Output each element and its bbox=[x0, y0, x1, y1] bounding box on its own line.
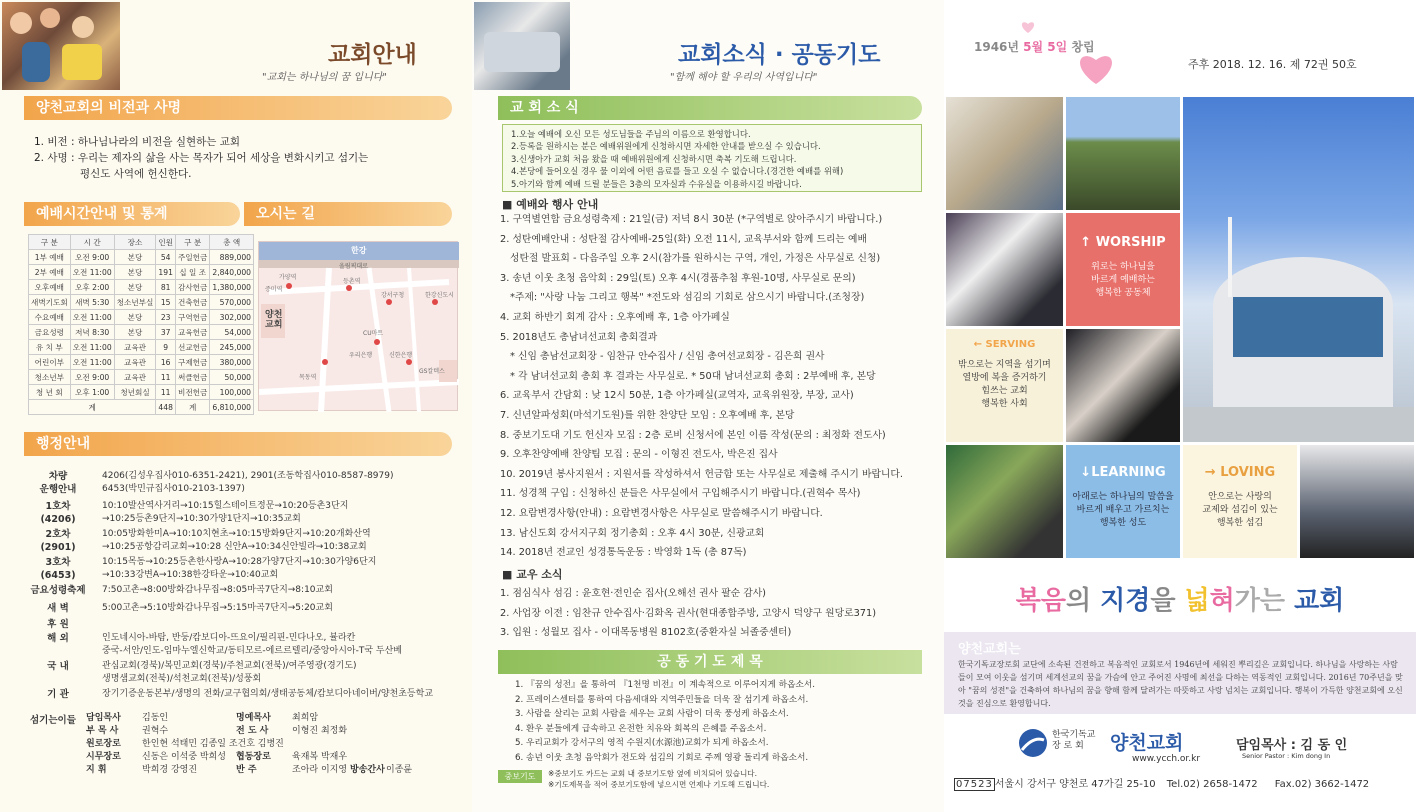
table-row bbox=[29, 250, 254, 265]
map-river-label: 한강 bbox=[351, 246, 367, 255]
table-cell: 청 년 회 bbox=[29, 385, 71, 400]
admin-label: 금요성령축제 bbox=[30, 585, 86, 596]
vision-line-3: 평신도 사역에 헌신한다. bbox=[80, 168, 192, 180]
table-cell: 계 bbox=[176, 400, 210, 415]
table-cell: 11 bbox=[156, 385, 176, 400]
event-item: 3. 송년 이웃 초청 음악회 : 29일(토) 오후 4시(경품추첨 후원-10명, 사무실로 문의) bbox=[500, 272, 856, 284]
panel1-header bbox=[0, 0, 472, 92]
table-cell: 245,000 bbox=[210, 340, 254, 355]
table-header-cell: 구 분 bbox=[176, 235, 210, 250]
event-item: 6. 교육부서 간담회 : 낮 12시 50분, 1층 아가페실(교역자, 교육위원장, 부장, 교사) bbox=[500, 390, 854, 402]
table-cell: 23 bbox=[156, 310, 176, 325]
table-cell: 6,810,000 bbox=[210, 400, 254, 415]
map-label: CU마트 bbox=[363, 330, 384, 337]
server-names: 조아라 이지영 bbox=[292, 765, 348, 775]
event-item: 7. 신년알파성회(마석기도원)를 위한 찬양단 모임 : 오후예배 후, 본당 bbox=[500, 410, 795, 421]
server-names: 김동인 bbox=[142, 713, 169, 723]
event-item: *주제: "사랑 나눔 그리고 행복" *전도와 섬김의 기회로 삼으시기 바랍니다.(조청장) bbox=[510, 292, 865, 304]
table-cell: 1,380,000 bbox=[210, 280, 254, 295]
table-cell: 9 bbox=[156, 340, 176, 355]
greeting-item: 1.오늘 예배에 오신 모든 성도님들을 주님의 이름으로 환영합니다. bbox=[511, 129, 751, 139]
photo-hiking-group bbox=[1066, 97, 1180, 210]
fax-number: Fax.02) 3662-1472 bbox=[1274, 779, 1370, 790]
intercession-note: ※기도제목을 적어 중보기도함에 넣으시면 언제나 기도해 드립니다. bbox=[548, 780, 770, 789]
map-church-label: 양천교회 bbox=[265, 310, 283, 330]
table-row bbox=[29, 295, 254, 310]
table-cell: 본당 bbox=[114, 325, 156, 340]
issue-info: 주후 2018. 12. 16. 제 72권 50호 bbox=[1188, 58, 1357, 71]
table-cell: 선교헌금 bbox=[176, 340, 210, 355]
page-title: 교회소식 · 공동기도 bbox=[678, 42, 881, 68]
photo-baptism bbox=[1066, 329, 1180, 442]
panel-church-info bbox=[0, 0, 472, 812]
map-label: 등촌역 bbox=[343, 278, 361, 285]
table-cell: 380,000 bbox=[210, 355, 254, 370]
table-cell: 오후예배 bbox=[29, 280, 71, 295]
table-cell: 구제헌금 bbox=[176, 355, 210, 370]
map-label: 우리은행 bbox=[349, 352, 373, 359]
table-header-cell: 구 분 bbox=[29, 235, 71, 250]
member-news-item: 2. 사업장 이전 : 임찬규 안수집사·김화옥 권사(현대종합주방, 고양시 덕양구 원당로371) bbox=[500, 607, 877, 619]
event-item: * 각 남녀선교회 총회 후 결과는 사무실로. * 50대 남녀선교회 총회 : 2부예배 후, 본당 bbox=[510, 370, 876, 382]
server-role: 반 주 bbox=[236, 765, 257, 775]
server-role: 협동장로 bbox=[236, 752, 271, 762]
slogan-part: 교회 bbox=[1294, 586, 1345, 616]
table-cell: 오전 9:00 bbox=[70, 370, 114, 385]
table-cell: 비전헌금 bbox=[176, 385, 210, 400]
prayer-item: 6. 송년 이웃 초청 음악회가 전도와 섬김의 기회로 주께 영광 돌리게 하옵소서. bbox=[515, 753, 809, 763]
admin-value: 4206(김성우집사010-6351-2421), 2901(조동학집사010-8587-8979) 6453(박민규집사010-2103-1397) bbox=[102, 471, 394, 494]
table-cell: 본당 bbox=[114, 280, 156, 295]
intro-box bbox=[944, 632, 1416, 714]
vision-line-1: 1. 비전 : 하나님나라의 비전을 실현하는 교회 bbox=[34, 136, 241, 148]
table-cell: 십 일 조 bbox=[176, 265, 210, 280]
table-cell: 청소년부 bbox=[29, 370, 71, 385]
table-cell: 오후 2:00 bbox=[70, 280, 114, 295]
pastor-name-en: Senior Pastor : Kim dong In bbox=[1242, 752, 1331, 760]
table-cell: 새벽기도회 bbox=[29, 295, 71, 310]
table-row bbox=[29, 280, 254, 295]
table-cell: 오전 11:00 bbox=[70, 265, 114, 280]
table-cell: 금요성령 bbox=[29, 325, 71, 340]
server-names: 한인현 석태민 김종일 조건호 김병진 bbox=[142, 739, 284, 749]
admin-label: 기 관 bbox=[47, 689, 69, 700]
slogan-part: 넓 bbox=[1184, 586, 1210, 616]
denomination bbox=[1052, 730, 1095, 752]
map-road-label: 올림픽대로 bbox=[339, 263, 368, 270]
server-role: 지 휘 bbox=[86, 765, 107, 775]
map-label: 가양역 bbox=[279, 274, 297, 281]
events-heading: ■ 예배와 행사 안내 bbox=[502, 198, 599, 211]
table-cell: 교육관 bbox=[114, 355, 156, 370]
worship-heading: 예배시간안내 및 통계 bbox=[24, 202, 240, 226]
greeting-item: 3.신생아가 교회 처음 왔을 때 예배위원에게 신청하시면 축복 기도해 드립니다. bbox=[511, 153, 797, 164]
slogan-part: 혀 bbox=[1209, 586, 1235, 616]
table-cell: 302,000 bbox=[210, 310, 254, 325]
table-row bbox=[29, 370, 254, 385]
table-cell: 오전 9:00 bbox=[70, 250, 114, 265]
serving-box bbox=[946, 329, 1063, 442]
serving-text: 밖으로는 지역을 섬기며 열방에 복을 증거하기 힘쓰는 교회 행복한 사회 bbox=[958, 360, 1051, 409]
event-item: 1. 구역별연합 금요성령축제 : 21일(금) 저녁 8시 30분 (*구역별로 앉아주시기 바랍니다.) bbox=[500, 214, 883, 225]
intro-text: 한국기독교장로회 교단에 소속된 건전하고 복음적인 교회로서 1946년에 세워진 뿌리깊은 교회입니다. 하나님을 사랑하는 사람들이 모여 이웃을 섬기며 세계선교의 꿈을 가슴에 안고 주어진 사명에 최선을 다하는 역동적인 교회입니다. 2016년 70주년을 맞아 "꿈의 성전"을 건축하여 하나님의 꿈을 향해 함께 달려가는 따뜻하고 사랑 넘치는 교회입니다. 행복이 가득한 양천교회에 오신 것을 진심으로 환영합니다. bbox=[958, 660, 1403, 708]
table-row bbox=[29, 355, 254, 370]
table-cell: 54,000 bbox=[210, 325, 254, 340]
table-header-cell: 인원 bbox=[156, 235, 176, 250]
table-cell: 교육관 bbox=[114, 340, 156, 355]
table-cell: 889,000 bbox=[210, 250, 254, 265]
server-role: 시무장로 bbox=[86, 752, 121, 762]
worship-stats-table bbox=[28, 234, 254, 415]
servers-label: 섬기는이들 bbox=[30, 715, 76, 726]
slogan-part: 가는 bbox=[1234, 586, 1295, 616]
event-item: 4. 교회 하반기 회계 감사 : 오후예배 후, 1층 아가페실 bbox=[500, 312, 730, 323]
panel-cover bbox=[944, 0, 1416, 812]
member-news-item: 3. 입원 : 성월모 집사 - 이대목동병원 8102호(중환자실 뇌졸중센터) bbox=[500, 627, 792, 638]
table-row bbox=[29, 310, 254, 325]
learning-text: 아래로는 하나님의 말씀을 바르게 배우고 가르치는 행복한 성도 bbox=[1072, 492, 1174, 528]
heart-icon bbox=[1076, 50, 1116, 86]
worship-title: ↑ WORSHIP bbox=[1080, 235, 1166, 250]
vision-heading: 양천교회의 비전과 사명 bbox=[24, 96, 452, 120]
table-cell: 새벽 5:30 bbox=[70, 295, 114, 310]
event-item: 12. 요람변경사항(안내) : 요람변경사항은 사무실로 말씀해주시기 바랍니다. bbox=[500, 508, 823, 519]
loving-box bbox=[1183, 445, 1297, 558]
loving-text: 안으로는 사랑의 교제와 섬김이 있는 행복한 섬김 bbox=[1202, 492, 1278, 528]
server-names: 권혁수 bbox=[142, 726, 169, 736]
table-cell: 54 bbox=[156, 250, 176, 265]
table-cell: 100,000 bbox=[210, 385, 254, 400]
table-cell: 11 bbox=[156, 370, 176, 385]
admin-value: 7:50고촌→8:00방화감나무집→8:05마곡7단지→8:10교회 bbox=[102, 585, 333, 595]
event-item: 11. 성경책 구입 : 신청하신 분들은 사무실에서 구입해주시기 바랍니다.(권혁수 목사) bbox=[500, 488, 861, 500]
intercession-badge: 중보기도 bbox=[498, 770, 542, 783]
page-title: 교회안내 bbox=[328, 42, 417, 68]
server-role: 원로장로 bbox=[86, 739, 121, 749]
intercession-note: ※중보기도 카드는 교회 내 중보기도함 옆에 비치되어 있습니다. bbox=[548, 769, 758, 778]
phone-number: Tel.02) 2658-1472 bbox=[1166, 779, 1258, 790]
table-row bbox=[29, 265, 254, 280]
map-label: 증미역 bbox=[265, 286, 283, 293]
event-item: 9. 오후찬양예배 찬양팀 모집 : 문의 - 이형진 전도사, 박은진 집사 bbox=[500, 449, 778, 461]
table-cell: 50,000 bbox=[210, 370, 254, 385]
server-role: 부 목 사 bbox=[86, 726, 119, 736]
admin-label: 2호차 (2901) bbox=[40, 529, 76, 553]
founded-month: 5월 bbox=[1023, 40, 1048, 54]
server-names: 이종륜 bbox=[386, 765, 413, 775]
event-item: 5. 2018년도 총남녀선교회 총회결과 bbox=[500, 331, 658, 343]
map-label: 신한은행 bbox=[389, 352, 413, 359]
map-label: 한강신도시 bbox=[425, 292, 454, 299]
admin-value: 10:15목동→10:25등촌한사랑A→10:28가양7단지→10:30가양6단지 →10:33강변A→10:38한강타운→10:40교회 bbox=[102, 557, 377, 580]
admin-value: 10:10발산역사거리→10:15힐스테이트정문→10:20등촌3단지 →10:25등촌9단지→10:30가양1단지→10:35교회 bbox=[102, 501, 349, 524]
worship-box bbox=[1066, 213, 1180, 326]
worship-text: 위로는 하나님을 바르게 예배하는 행복한 공동체 bbox=[1091, 262, 1155, 298]
prayer-item: 4. 환우 분들에게 급속하고 온전한 치유와 회복의 은혜를 주옵소서. bbox=[515, 723, 767, 734]
photo-church-building bbox=[1183, 97, 1414, 442]
map-heading: 오시는 길 bbox=[244, 202, 452, 226]
admin-value: 인도네시아-바탐, 반둥/캄보디아-뜨요이/필리핀-민다나오, 뷸라칸 중국-서안/인도-임마누엘신학교/동티모르-에르르텔리/중앙아시아-T국 두산베 bbox=[102, 633, 402, 656]
table-cell: 2,840,000 bbox=[210, 265, 254, 280]
server-names: 최희암 bbox=[292, 713, 319, 723]
table-row bbox=[29, 340, 254, 355]
prayer-item: 2. 프레이스센터를 통하여 다음세대와 지역주민들을 더욱 잘 섬기게 하옵소서. bbox=[515, 694, 809, 705]
server-names: 육재복 박재우 bbox=[292, 752, 348, 762]
learning-box bbox=[1066, 445, 1180, 558]
greeting-box bbox=[502, 124, 922, 192]
table-cell: 청소년부실 bbox=[114, 295, 156, 310]
slogan-part: 지경 bbox=[1100, 586, 1151, 616]
map-label: 목동역 bbox=[299, 374, 317, 381]
table-cell: 감사헌금 bbox=[176, 280, 210, 295]
panel2-header bbox=[472, 0, 944, 92]
table-header-cell: 시 간 bbox=[70, 235, 114, 250]
table-cell: 오전 11:00 bbox=[70, 340, 114, 355]
server-role: 방송간사 bbox=[350, 765, 385, 775]
slogan-part: 을 bbox=[1150, 586, 1185, 616]
church-name: 양천교회 bbox=[1110, 732, 1184, 754]
table-row bbox=[29, 325, 254, 340]
vision-line-2: 2. 사명 : 우리는 제자의 삶을 사는 목자가 되어 세상을 변화시키고 섬기는 bbox=[34, 152, 369, 164]
church-website[interactable]: www.ycch.or.kr bbox=[1132, 754, 1201, 764]
table-cell: 건축헌금 bbox=[176, 295, 210, 310]
table-cell: 2부 예배 bbox=[29, 265, 71, 280]
table-cell: 본당 bbox=[114, 310, 156, 325]
admin-value: 관심교회(경북)/복민교회(경북)/주천교회(전북)/여주영광(경기도) 생명샘교회(전북)/석천교회(전북)/성풍회 bbox=[102, 661, 357, 684]
table-cell: 교육헌금 bbox=[176, 325, 210, 340]
table-cell: 570,000 bbox=[210, 295, 254, 310]
table-cell: 주일헌금 bbox=[176, 250, 210, 265]
admin-label: 해 외 bbox=[47, 633, 69, 644]
admin-label: 1호차 (4206) bbox=[40, 501, 76, 525]
photo-choir bbox=[946, 213, 1063, 326]
greeting-item: 4.본당에 들어오실 경우 물 이외에 어떤 음료를 들고 오실 수 없습니다.(경건한 예배를 위해) bbox=[511, 166, 844, 177]
admin-label: 새 벽 bbox=[47, 603, 69, 614]
map-label: 강서구청 bbox=[381, 292, 405, 299]
member-news-item: 1. 점심식사 섬김 : 윤호현·전인순 집사(오해선 권사 팔순 감사) bbox=[500, 588, 766, 599]
founded-suffix: 창립 bbox=[1067, 40, 1095, 54]
photo-classroom bbox=[946, 97, 1063, 210]
founded-year: 1946년 bbox=[974, 40, 1024, 54]
table-header-row bbox=[29, 235, 254, 250]
denomination-line: 한국기독교 bbox=[1052, 730, 1096, 740]
slogan-part: 의 bbox=[1065, 586, 1101, 616]
table-cell: 448 bbox=[156, 400, 176, 415]
table-cell: 37 bbox=[156, 325, 176, 340]
address-line bbox=[954, 775, 1369, 790]
admin-value: 장기기증운동본부/생명의 전화/교구협의회/생태공동체/캄보디아네이버/양천초등학교 bbox=[102, 689, 434, 699]
admin-value: 5:00고촌→5:10방화감나무집→5:15마곡7단지→5:20교회 bbox=[102, 603, 333, 613]
server-role: 명예목사 bbox=[236, 713, 271, 723]
table-cell: 유 치 부 bbox=[29, 340, 71, 355]
church-logo-icon bbox=[1018, 728, 1048, 758]
event-item: 13. 남신도회 강서지구회 정기총회 : 오후 4시 30분, 신광교회 bbox=[500, 527, 765, 539]
members-heading: ■ 교우 소식 bbox=[502, 568, 563, 581]
table-total-row bbox=[29, 400, 254, 415]
table-cell: 본당 bbox=[114, 265, 156, 280]
table-row bbox=[29, 385, 254, 400]
table-cell: 청년회실 bbox=[114, 385, 156, 400]
event-item: 14. 2018년 전교인 성경통독운동 : 박영화 1독 (총 87독) bbox=[500, 547, 747, 559]
prayer-item: 3. 사람을 살리는 교회 사람을 세우는 교회 사람이 더욱 풍성케 하옵소서. bbox=[515, 709, 789, 720]
table-cell: 오전 11:00 bbox=[70, 355, 114, 370]
table-header-cell: 총 액 bbox=[210, 235, 254, 250]
header-family-photo bbox=[2, 2, 120, 90]
page-motto: "함께 해야 할 우리의 사역입니다" bbox=[670, 72, 818, 83]
event-item: 10. 2019년 봉사지원서 : 지원서를 작성하셔서 헌금함 또는 사무실로 제출해 주시기 바랍니다. bbox=[500, 468, 903, 480]
event-item: 성탄절 발표회 - 다음주일 오후 2시(참가를 원하시는 구역, 개인, 가정은 사무실로 신청) bbox=[510, 253, 881, 265]
event-item: 2. 성탄예배안내 : 성탄절 감사예배-25일(화) 오전 11시, 교육부서와 함께 드리는 예배 bbox=[500, 233, 867, 245]
server-names: 이형진 최정화 bbox=[292, 726, 348, 736]
admin-label: 3호차 (6453) bbox=[40, 557, 76, 581]
learning-title: ↓LEARNING bbox=[1080, 465, 1166, 480]
page-motto: "교회는 하나님의 꿈 입니다" bbox=[262, 72, 387, 83]
table-cell: 수요예배 bbox=[29, 310, 71, 325]
table-cell: 15 bbox=[156, 295, 176, 310]
serving-title: ← SERVING bbox=[973, 339, 1036, 350]
table-cell: 81 bbox=[156, 280, 176, 295]
server-role: 담임목사 bbox=[86, 713, 121, 723]
table-cell: 써클헌금 bbox=[176, 370, 210, 385]
table-cell: 오전 11:00 bbox=[70, 310, 114, 325]
table-header-cell: 장소 bbox=[114, 235, 156, 250]
table-cell: 16 bbox=[156, 355, 176, 370]
founded-day: 5일 bbox=[1047, 40, 1068, 54]
photo-congregation bbox=[946, 445, 1063, 558]
server-names: 신동은 이석중 박희성 bbox=[142, 752, 226, 762]
admin-value: 10:05방화한미A→10:10치현초→10:15방화9단지→10:20개화산역 →10:25공항감리교회→10:28 신안A→10:34신안빌라→10:38교회 bbox=[102, 529, 371, 552]
loving-title: → LOVING bbox=[1204, 465, 1276, 480]
server-role: 전 도 사 bbox=[236, 726, 269, 736]
directions-map bbox=[258, 241, 458, 411]
table-cell: 1부 예배 bbox=[29, 250, 71, 265]
table-cell: 191 bbox=[156, 265, 176, 280]
news-heading: 교 회 소 식 bbox=[498, 96, 922, 120]
header-group-photo bbox=[474, 2, 570, 90]
prayer-heading: 공 동 기 도 제 목 bbox=[498, 650, 922, 674]
table-cell: 어린이부 bbox=[29, 355, 71, 370]
postal-code: 07523 bbox=[956, 779, 993, 790]
table-cell: 본당 bbox=[114, 250, 156, 265]
greeting-item: 5.아기와 함께 예배 드릴 분들은 3층의 모자실과 수유실을 이용하시길 바랍니다. bbox=[511, 178, 802, 189]
table-cell: 저녁 8:30 bbox=[70, 325, 114, 340]
slogan bbox=[944, 580, 1416, 617]
denomination-line: 장 로 회 bbox=[1052, 741, 1084, 751]
table-cell: 교육관 bbox=[114, 370, 156, 385]
intercession-notes bbox=[548, 768, 769, 790]
photo-choir-stage bbox=[1300, 445, 1414, 558]
small-heart-icon bbox=[1020, 20, 1036, 34]
event-item: 8. 중보기도대 기도 헌신자 모집 : 2층 로비 신청서에 본인 이름 작성(문의 : 최정화 전도사) bbox=[500, 429, 886, 441]
greeting-item: 2.등록을 원하시는 분은 예배위원에게 신청하시면 자세한 안내를 받으실 수 있습니다. bbox=[511, 141, 821, 152]
intro-heading: 양천교회는 bbox=[958, 642, 1021, 657]
pastor-name: 담임목사 : 김 동 인 bbox=[1236, 738, 1348, 753]
admin-heading: 행정안내 bbox=[24, 432, 452, 456]
table-cell: 오후 1:00 bbox=[70, 385, 114, 400]
slogan-part: 복음 bbox=[1015, 586, 1066, 616]
admin-label: 후 원 bbox=[47, 619, 69, 630]
address: 서울시 강서구 양천로 47가길 25-10 bbox=[994, 779, 1156, 790]
event-item: * 신임 총남선교회장 - 임찬규 안수집사 / 신임 총여선교회장 - 김은희 권사 bbox=[510, 351, 825, 363]
table-cell: 구역헌금 bbox=[176, 310, 210, 325]
prayer-item: 1. 『꿈의 성전』을 통하여 『1천명 비전』이 계속적으로 이루어지게 하옵소서. bbox=[515, 680, 816, 690]
server-names: 박희경 강영진 bbox=[142, 765, 198, 775]
admin-label: 차량 운행안내 bbox=[39, 471, 77, 495]
table-cell: 계 bbox=[29, 400, 156, 415]
map-label: GS칼텍스 bbox=[419, 368, 445, 375]
admin-label: 국 내 bbox=[47, 661, 69, 672]
prayer-item: 5. 우리교회가 강서구의 영적 수원지(水源池)교회가 되게 하옵소서. bbox=[515, 738, 769, 749]
